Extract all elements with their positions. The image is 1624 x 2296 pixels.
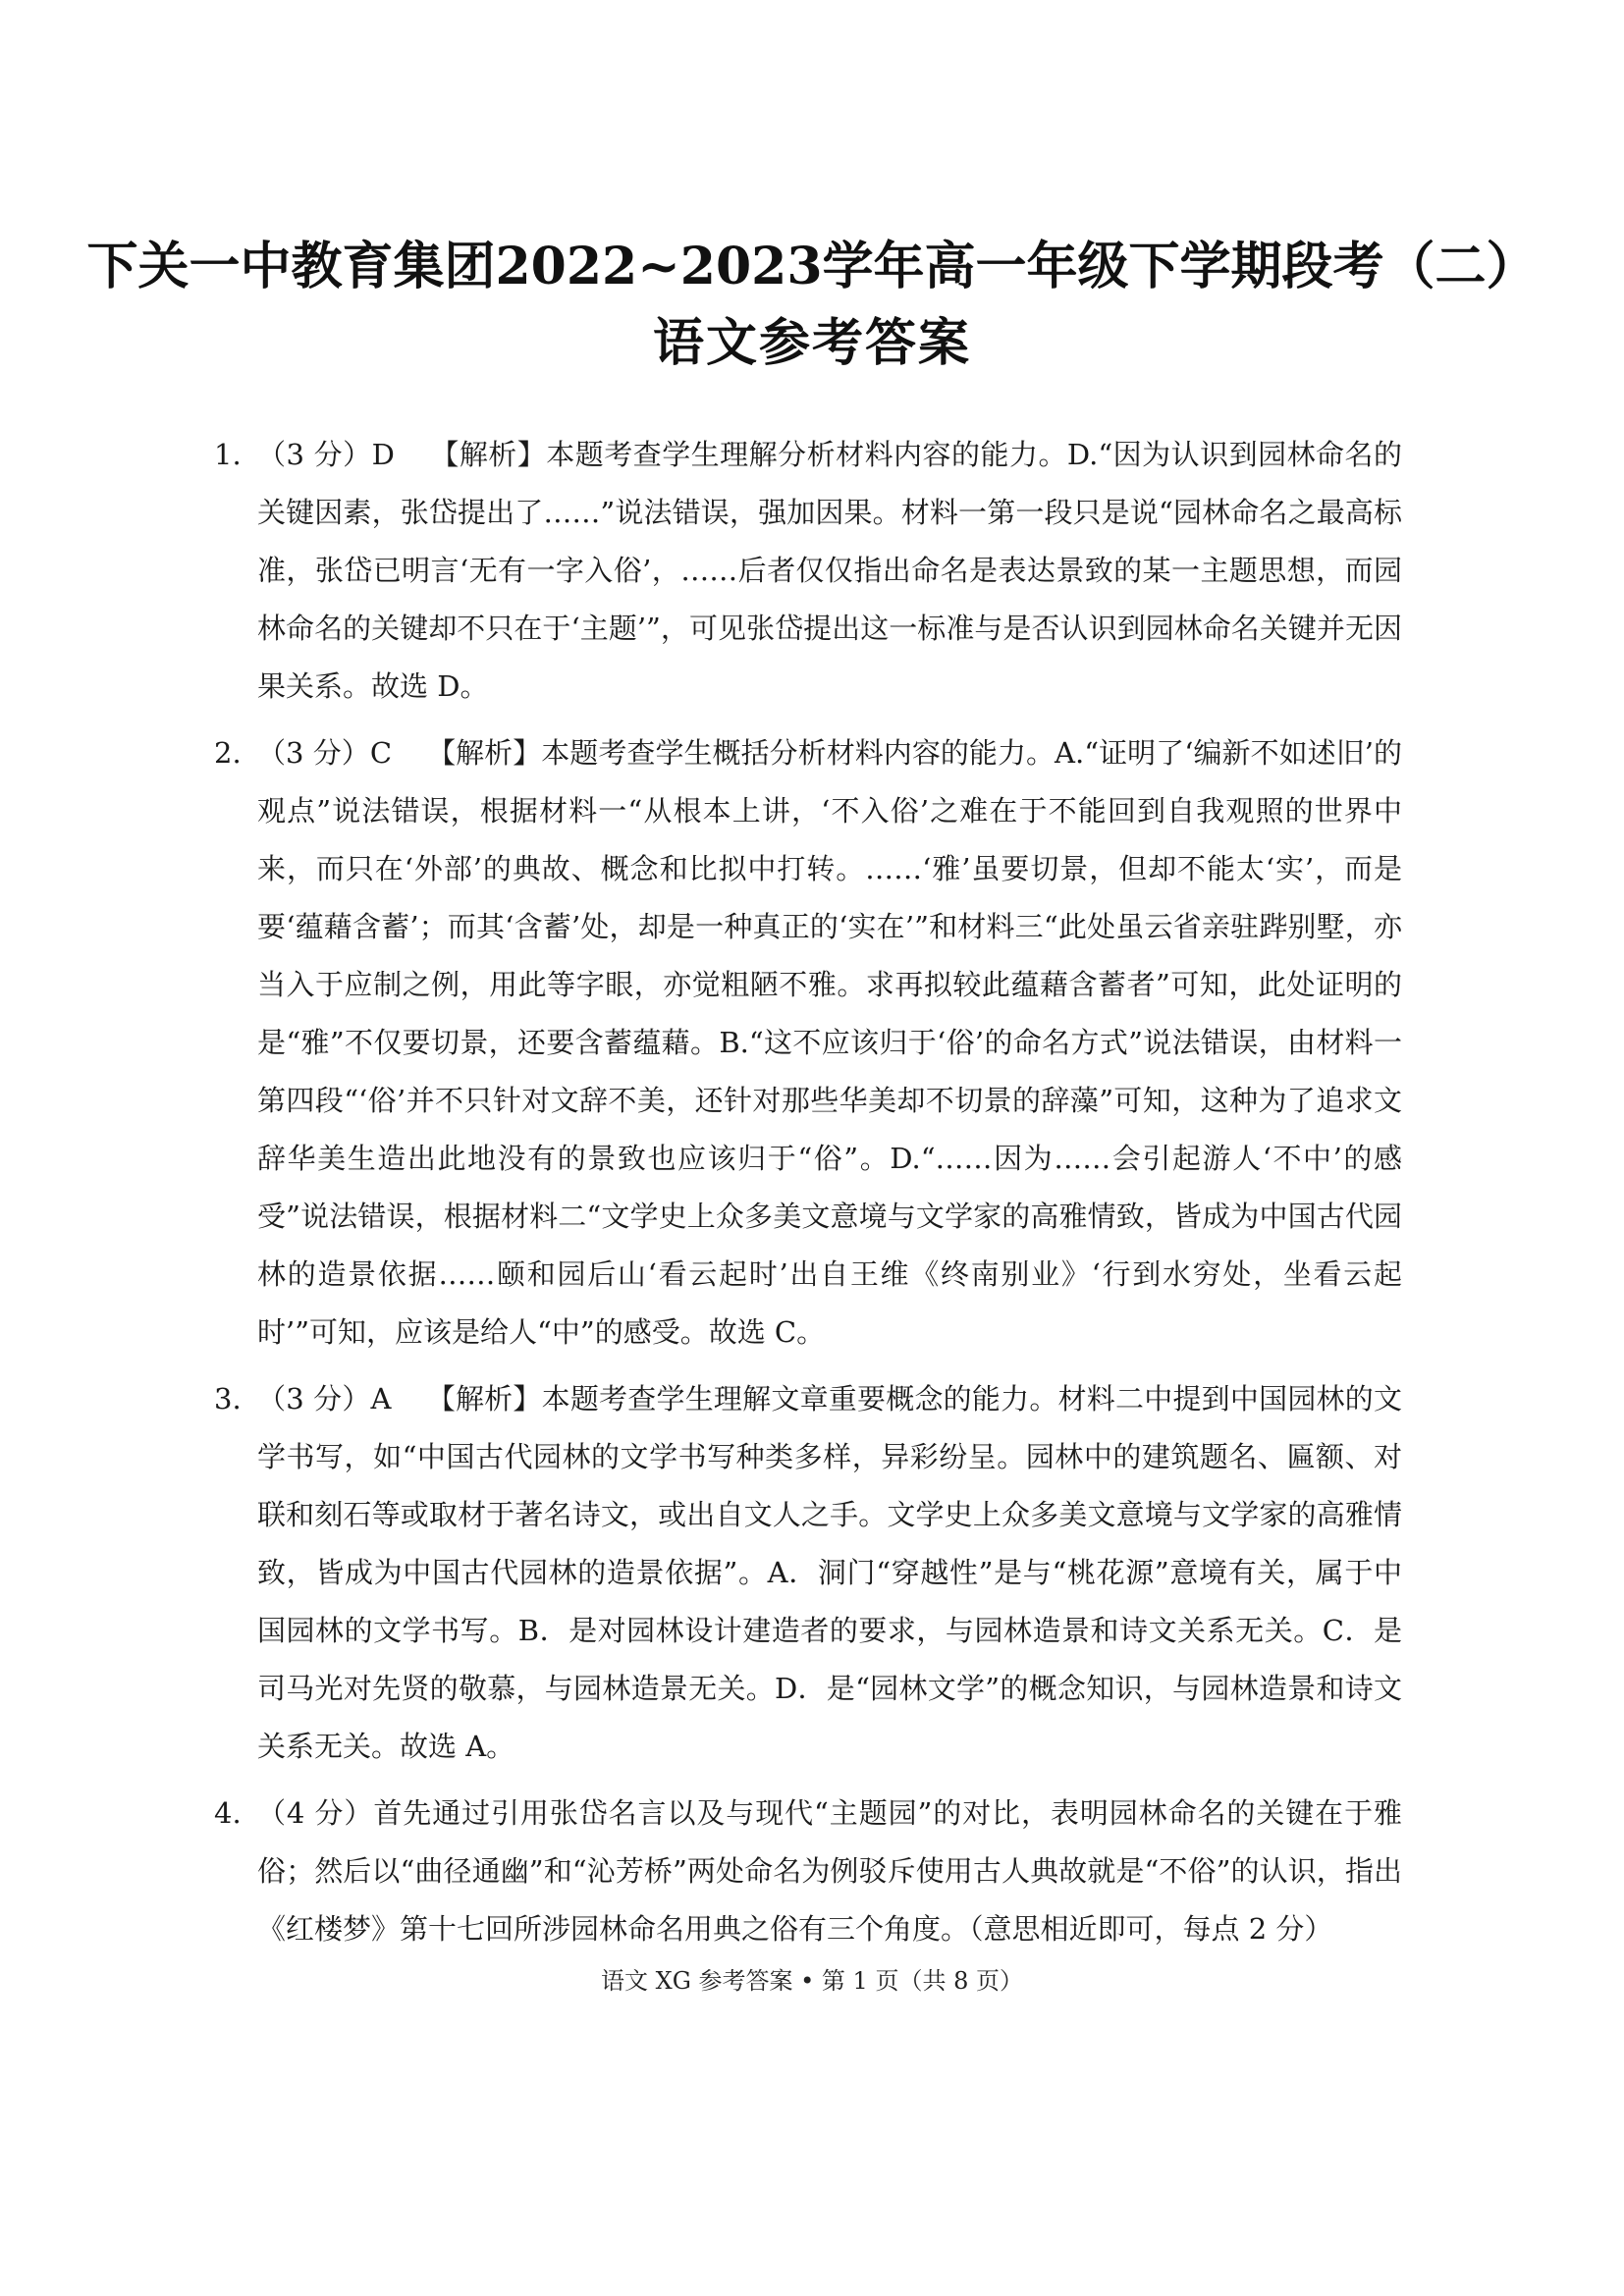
answer-score: （3 分）D	[257, 438, 395, 471]
document-subtitle: 语文参考答案	[652, 313, 971, 373]
answer-number: 2.	[214, 736, 242, 770]
answer-number: 3.	[214, 1382, 242, 1415]
page-footer: 语文 XG 参考答案 • 第 1 页（共 8 页）	[601, 1967, 1023, 1995]
answer-list	[214, 426, 1402, 1967]
answer-explanation: 【解析】本题考查学生理解文章重要概念的能力。材料二中提到中国园林的文学书写，如“中国古代园林的文学书写种类多样，异彩纷呈。园林中的建筑题名、匾额、对联和刻石等或取材于著名诗文，或出自文人之手。文学史上众多美文意境与文学家的高雅情致，皆成为中国古代园林的造景依据”。A．洞门“穿越性”是与“桃花源”意境有关，属于中国园林的文学书写。B．是对园林设计建造者的要求，与园林造景和诗文关系无关。C．是司马光对先贤的敬慕，与园林造景无关。D．是“园林文学”的概念知识，与园林造景和诗文关系无关。故选 A。	[257, 1382, 1402, 1763]
answer-item-2	[214, 724, 1402, 1362]
answer-score: （3 分）A	[257, 1382, 392, 1415]
answer-item-4	[214, 1785, 1402, 1958]
answer-item-1	[214, 426, 1402, 716]
answer-number: 1.	[214, 438, 242, 471]
answer-score: （4 分）	[257, 1796, 374, 1830]
answer-explanation: 首先通过引用张岱名言以及与现代“主题园”的对比，表明园林命名的关键在于雅俗；然后以“曲径通幽”和“沁芳桥”两处命名为例驳斥使用古人典故就是“不俗”的认识，指出《红楼梦》第十七回所涉园林命名用典之俗有三个角度。（意思相近即可，每点 2 分）	[257, 1796, 1402, 1946]
answer-item-3	[214, 1370, 1402, 1776]
answer-explanation: 【解析】本题考查学生理解分析材料内容的能力。D.“因为认识到园林命名的关键因素，张岱提出了……”说法错误，强加因果。材料一第一段只是说“园林命名之最高标准，张岱已明言‘无有一字入俗’，……后者仅仅指出命名是表达景致的某一主题思想，而园林命名的关键却不只在于‘主题’”，可见张岱提出这一标准与是否认识到园林命名关键并无因果关系。故选 D。	[257, 438, 1403, 703]
answer-number: 4.	[214, 1796, 242, 1830]
document-title: 下关一中教育集团2022~2023学年高一年级下学期段考（二）	[86, 237, 1538, 296]
answer-score: （3 分）C	[257, 736, 393, 770]
answer-explanation: 【解析】本题考查学生概括分析材料内容的能力。A.“证明了‘编新不如述旧’的观点”说法错误，根据材料一“从根本上讲，‘不入俗’之难在于不能回到自我观照的世界中来，而只在‘外部’的典故、概念和比拟中打转。……‘雅’虽要切景，但却不能太‘实’，而是要‘蕴藉含蓄’；而其‘含蓄’处，却是一种真正的‘实在’”和材料三“此处虽云省亲驻跸别墅，亦当入于应制之例，用此等字眼，亦觉粗陋不雅。求再拟较此蕴藉含蓄者”可知，此处证明的是“雅”不仅要切景，还要含蓄蕴藉。B.“这不应该归于‘俗’的命名方式”说法错误，由材料一第四段“‘俗’并不只针对文辞不美，还针对那些华美却不切景的辞藻”可知，这种为了追求文辞华美生造出此地没有的景致也应该归于“俗”。D.“……因为……会引起游人‘不中’的感受”说法错误，根据材料二“文学史上众多美文意境与文学家的高雅情致，皆成为中国古代园林的造景依据……颐和园后山‘看云起时’出自王维《终南别业》‘行到水穷处，坐看云起时’”可知，应该是给人“中”的感受。故选 C。	[257, 736, 1403, 1349]
